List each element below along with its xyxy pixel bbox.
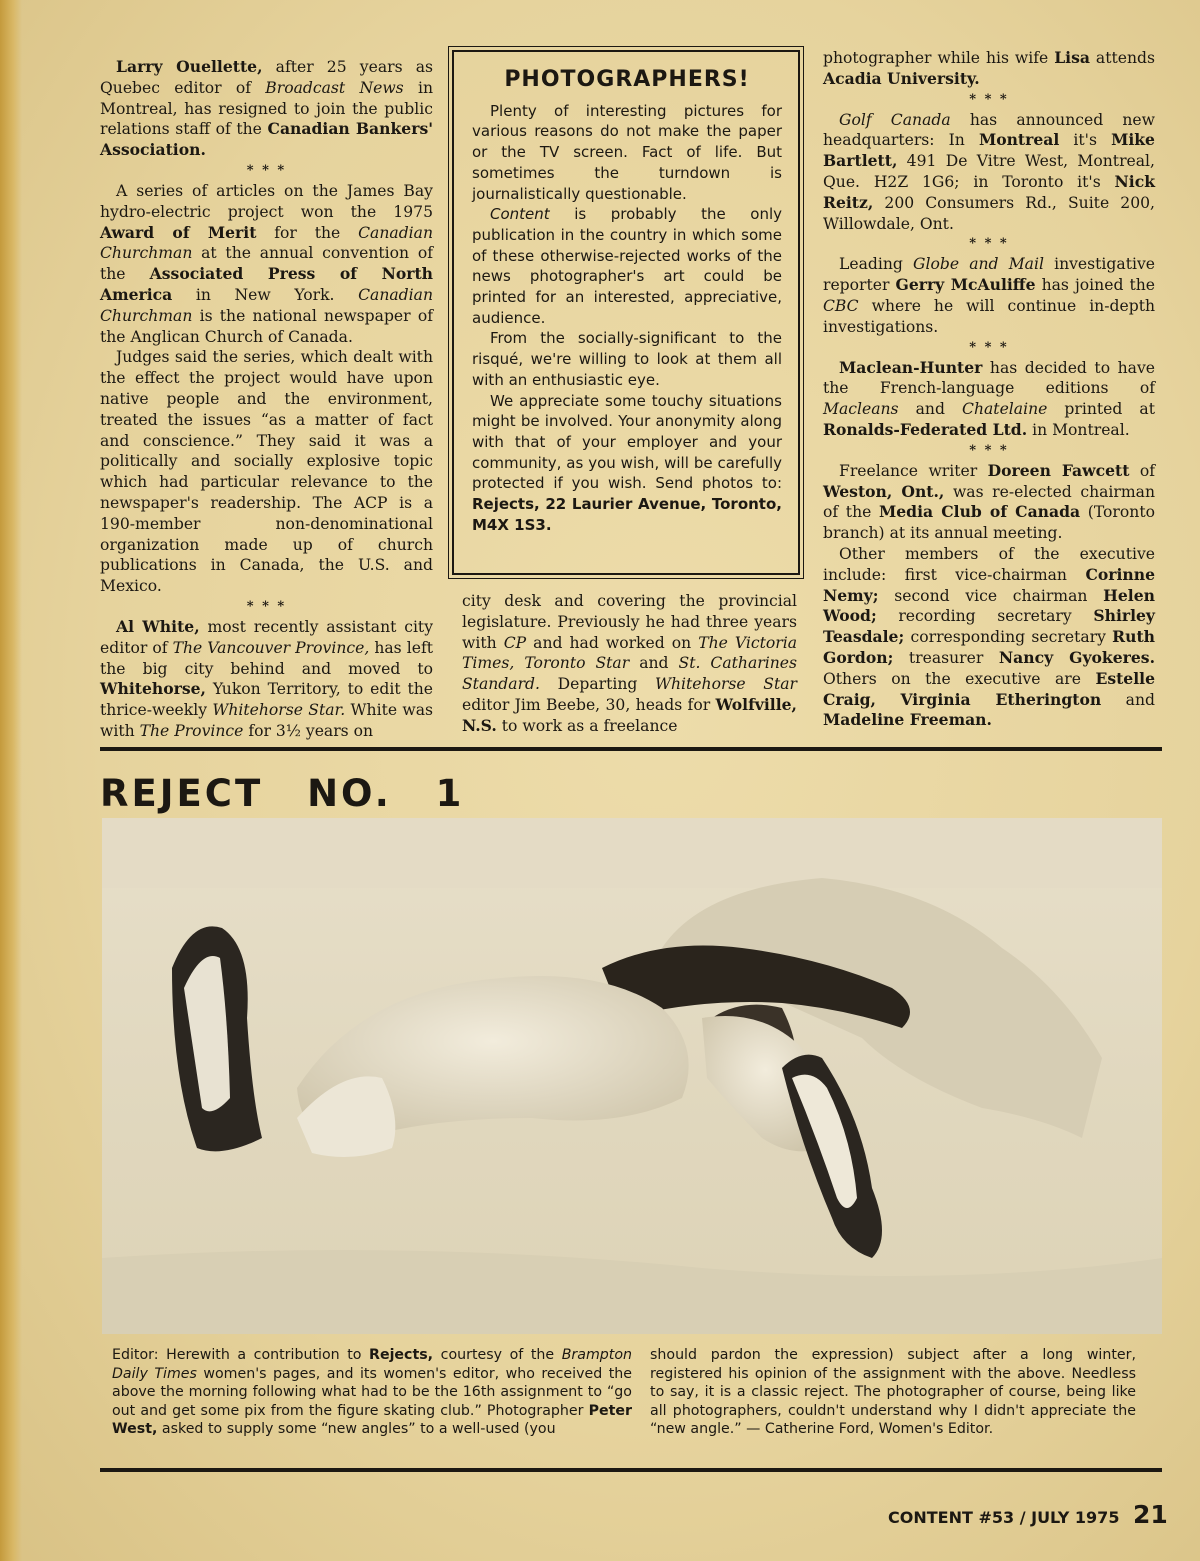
issue-footer: CONTENT #53 / JULY 1975 [888,1508,1120,1527]
separator: * * * [969,339,1009,355]
item-james-bay: A series of articles on the James Bay hydro-electric project won the 1975 Award of Merit for the Canadian Churchman at the annual convention of the Associated Press of North America in New York. Canadian Churchman is the national newspaper of the Anglican Church of Canada. [100,181,434,346]
photo-caption-left: Editor: Herewith a contribution to Rejects, courtesy of the Brampton Daily Times women's pages, and its women's editor, who received the above the morning following what had to be the 16th assignment to “go out and get some pix from the figure skating club.” Photographer Peter West, asked to supply some “new angles” to a well-used (you [112,1347,633,1438]
item-al-white: Al White, most recently assistant city editor of The Vancouver Province, has left the big city behind and moved to Whitehorse, Yukon Territory, to edit the thrice-weekly Whitehorse Star. White was with The Province for 3½ years on [100,616,434,740]
notice-paragraph: From the socially-significant to the risqué, we're willing to look at them all with an enthusiastic eye. [472,329,782,389]
item-media-club: Freelance writer Doreen Fawcett of Weston, Ont., was re-elected chairman of the Media Club of Canada (Toronto branch) at its annual meeting. [823,460,1155,543]
column-left [100,57,433,742]
item-al-white-continued: city desk and covering the provincial legislature. Previously he had three years with CP and had worked on The Victoria Times, Toronto Star and St. Catharines Standard. Departing Whitehorse Star editor Jim Beebe, 30, heads for Wolfville, N.S. to work as a freelance [462,592,798,735]
item-golf-canada: Golf Canada has announced new headquarters: In Montreal it's Mike Bartlett, 491 De Vitre West, Montreal, Que. H2Z 1G6; in Toronto it's Nick Reitz, 200 Consumers Rd., Suite 200, Willowdale, Ont. [823,110,1155,233]
separator: * * * [246,598,287,614]
separator: * * * [246,162,287,178]
reject-heading: REJECT NO. 1 [100,772,465,815]
page-number: 21 [1133,1500,1168,1529]
section-divider [100,747,1162,751]
separator: * * * [969,91,1009,107]
item-maclean-hunter: Maclean-Hunter has decided to have the French-language editions of Macleans and Chatelaine printed at Ronalds-Federated Ltd. in Montreal. [823,357,1155,439]
item-judges: Judges said the series, which dealt with the effect the project would have upon native people and the environment, treated the issues “as a matter of fact and conscience.” They said it was a politically and socially explosive topic which had particular relevance to the newspaper's readership. The ACP is a 190-member non-denominational organization made up of church publications in Canada, the U.S. and Mexico. [100,348,433,596]
column-middle-continued [462,591,797,737]
item-beebe-continued: photographer while his wife Lisa attends Acadia University. [823,48,1155,88]
column-right [823,48,1155,731]
notice-title: PHOTOGRAPHERS! [504,67,750,92]
photo-caption-right: should pardon the expression) subject after a long winter, registered his opinion of the assignment with the above. Needless to say, it is a classic reject. The photographer of course, being like all photographers, couldn't understand why I didn't appreciate the “new angle.” — Catherine Ford, Women's Editor. [650,1347,1136,1438]
notice-paragraph: Content is probably the only publication in the country in which some of these otherwise-rejected works of the news photographer's art could be printed for an interested, appreciative, audience. [472,205,782,327]
photographers-notice-box [452,50,800,575]
item-executive: Other members of the executive include: first vice-chairman Corinne Nemy; second vice chairman Helen Wood; recording secretary Shirley Teasdale; corresponding secretary Ruth Gordon; treasurer Nancy Gyokeres. Others on the executive are Estelle Craig, Virginia Etherington and Madeline Freeman. [823,544,1155,730]
item-mcauliffe: Leading Globe and Mail investigative reporter Gerry McAuliffe has joined the CBC where he will continue in-depth investigations. [823,255,1156,336]
skater-photo-image [102,818,1162,1334]
reject-photo [102,818,1162,1334]
footer-divider [100,1468,1162,1472]
separator: * * * [969,236,1009,252]
page-edge [0,0,22,1561]
submission-address: Rejects, 22 Laurier Avenue, Toronto, M4X 1S3. [472,495,782,534]
notice-paragraph: Plenty of interesting pictures for various reasons do not make the paper or the TV screen. Fact of life. But sometimes the turndown is journalistically questionable. [472,101,782,203]
item-ouellette: Larry Ouellette, after 25 years as Quebec editor of Broadcast News in Montreal, has resigned to join the public relations staff of the Canadian Bankers' Association. [100,57,433,160]
separator: * * * [969,442,1009,458]
notice-paragraph: We appreciate some touchy situations might be involved. Your anonymity along with that of your employer and your community, as you wish, will be carefully protected if you wish. Send photos to: Rejects, 22 Laurier Avenue, Toronto, M4X 1S3. [472,391,782,534]
